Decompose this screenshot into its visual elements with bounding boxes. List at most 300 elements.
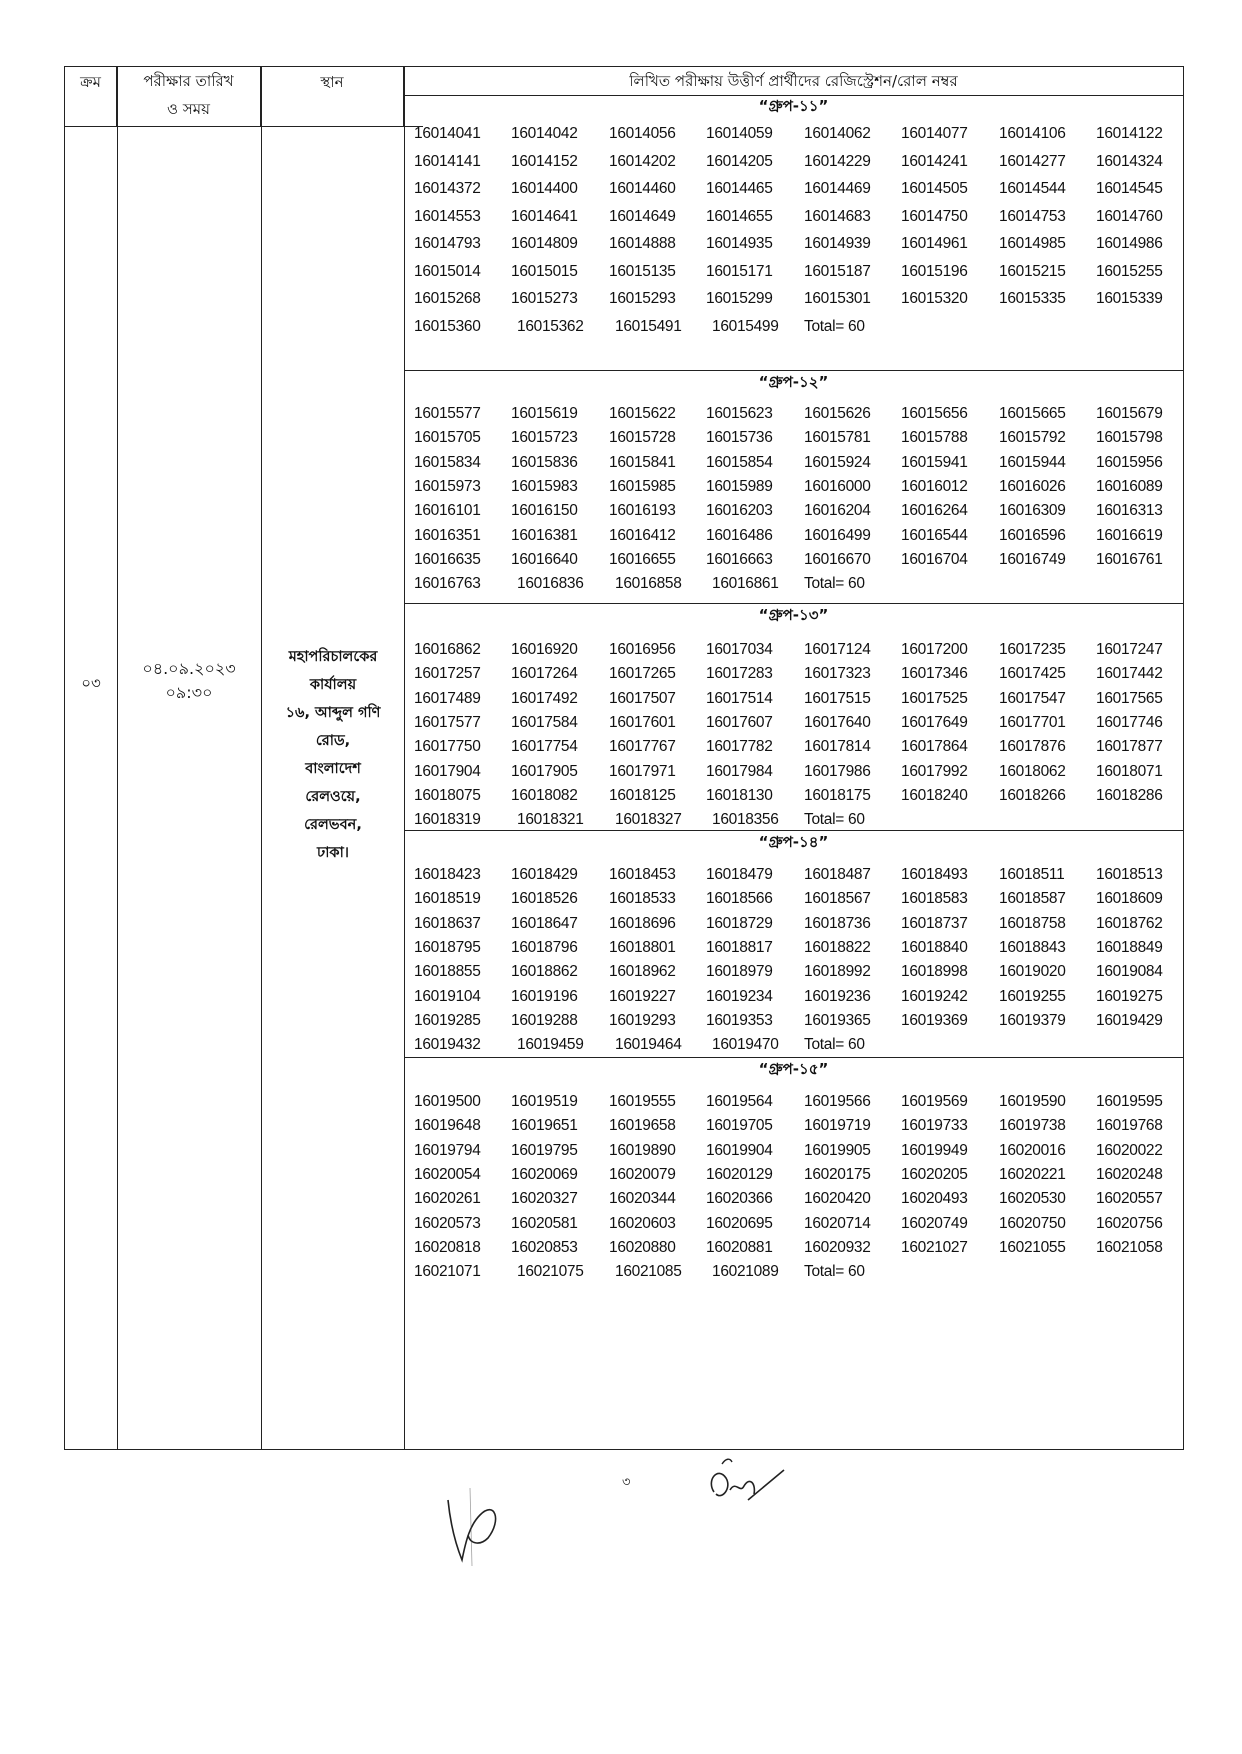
roll-number: 16017814 xyxy=(804,738,871,756)
roll-number: 16016640 xyxy=(511,550,578,568)
roll-number: 16017864 xyxy=(901,738,968,756)
roll-number: 16017492 xyxy=(511,689,578,707)
header-divider xyxy=(65,126,423,127)
roll-number: 16016264 xyxy=(901,502,968,520)
roll-number: 16014077 xyxy=(901,125,968,142)
roll-group xyxy=(404,603,1183,830)
roll-number: 16014229 xyxy=(804,152,871,170)
roll-number: 16017640 xyxy=(804,713,871,731)
venue-line: রোড, xyxy=(315,733,351,749)
group-title: “গ্রুপ-১৫” xyxy=(758,1060,829,1078)
roll-number: 16020853 xyxy=(511,1238,578,1256)
roll-number: 16016544 xyxy=(901,526,968,544)
roll-number: 16018796 xyxy=(511,938,578,956)
roll-number: 16019196 xyxy=(511,987,578,1005)
roll-number: 16018567 xyxy=(804,890,871,908)
roll-number: 16016381 xyxy=(511,526,578,544)
roll-number: 16018356 xyxy=(712,811,779,829)
roll-number: 16015491 xyxy=(615,317,682,335)
roll-number: 16020818 xyxy=(414,1238,481,1256)
roll-number: 16020714 xyxy=(804,1214,871,1232)
roll-number: 16018737 xyxy=(901,914,968,932)
roll-number: 16016412 xyxy=(609,526,676,544)
roll-number: 16014465 xyxy=(706,180,773,197)
roll-number: 16018696 xyxy=(609,914,676,932)
roll-number: 16016596 xyxy=(999,526,1066,544)
group-total: Total= 60 xyxy=(804,811,865,829)
roll-number: 16016704 xyxy=(901,550,968,568)
roll-number: 16015944 xyxy=(999,453,1066,471)
roll-number: 16016203 xyxy=(706,502,773,520)
group-total: Total= 60 xyxy=(804,317,865,335)
roll-number: 16017565 xyxy=(1096,689,1163,707)
roll-number: 16019242 xyxy=(901,987,968,1005)
roll-number: 16015983 xyxy=(511,477,578,495)
roll-number: 16020327 xyxy=(511,1190,578,1208)
roll-number: 16017425 xyxy=(999,665,1066,683)
roll-number: 16020129 xyxy=(706,1165,773,1183)
roll-number: 16018862 xyxy=(511,963,578,981)
roll-number: 16018840 xyxy=(901,938,968,956)
roll-number: 16019705 xyxy=(706,1117,773,1135)
group-title: “গ্রুপ-১৩” xyxy=(758,606,829,624)
roll-number: 16019379 xyxy=(999,1011,1066,1029)
roll-number: 16017247 xyxy=(1096,641,1163,658)
roll-number: 16017265 xyxy=(609,665,676,683)
roll-number: 16014793 xyxy=(414,235,481,252)
roll-number: 16015499 xyxy=(712,317,779,335)
roll-number: 16018736 xyxy=(804,914,871,932)
roll-number: 16019658 xyxy=(609,1117,676,1135)
roll-number: 16016858 xyxy=(615,575,682,593)
header-venue xyxy=(261,67,404,126)
roll-number: 16019768 xyxy=(1096,1117,1163,1135)
roll-number: 16014059 xyxy=(706,125,773,142)
roll-number: 16018130 xyxy=(706,786,773,804)
roll-number: 16020261 xyxy=(414,1190,481,1208)
roll-number: 16017607 xyxy=(706,713,773,731)
roll-number: 16016026 xyxy=(999,477,1066,495)
roll-number: 16014241 xyxy=(901,152,968,170)
roll-number: 16014202 xyxy=(609,152,676,170)
roll-number: 16015798 xyxy=(1096,429,1163,447)
roll-number: 16020079 xyxy=(609,1165,676,1183)
roll-number: 16015171 xyxy=(706,262,773,280)
roll-number: 16017547 xyxy=(999,689,1066,707)
roll-number: 16015301 xyxy=(804,290,871,307)
roll-number: 16018286 xyxy=(1096,786,1163,804)
roll-number: 16016635 xyxy=(414,550,481,568)
roll-number: 16014460 xyxy=(609,180,676,197)
roll-number: 16020221 xyxy=(999,1165,1066,1183)
roll-number: 16017905 xyxy=(511,762,578,780)
roll-number: 16014641 xyxy=(511,207,578,225)
roll-number: 16019464 xyxy=(615,1036,682,1054)
roll-number: 16015135 xyxy=(609,262,676,280)
roll-number: 16015836 xyxy=(511,453,578,471)
roll-number: 16019236 xyxy=(804,987,871,1005)
roll-number: 16018566 xyxy=(706,890,773,908)
roll-number: 16014655 xyxy=(706,207,773,225)
roll-number: 16015187 xyxy=(804,262,871,280)
roll-number: 16017877 xyxy=(1096,738,1163,756)
column-divider-1 xyxy=(117,67,118,1449)
row-date: ০৪.০৯.২০২৩ xyxy=(142,659,236,678)
roll-number: 16015956 xyxy=(1096,453,1163,471)
header-date-label: পরীক্ষার তারিখ xyxy=(143,72,234,90)
roll-number: 16014985 xyxy=(999,235,1066,252)
roll-number: 16019795 xyxy=(511,1141,578,1159)
venue-line: রেলভবন, xyxy=(304,817,362,833)
roll-number: 16019595 xyxy=(1096,1093,1163,1110)
roll-number: 16019555 xyxy=(609,1093,676,1110)
roll-number: 16019648 xyxy=(414,1117,481,1135)
roll-number: 16014935 xyxy=(706,235,773,252)
roll-number: 16019733 xyxy=(901,1117,968,1135)
roll-number: 16015985 xyxy=(609,477,676,495)
roll-number: 16015196 xyxy=(901,262,968,280)
roll-number: 16017507 xyxy=(609,689,676,707)
roll-number: 16014122 xyxy=(1096,125,1163,142)
roll-number: 16020581 xyxy=(511,1214,578,1232)
roll-number: 16020880 xyxy=(609,1238,676,1256)
roll-number: 16018175 xyxy=(804,786,871,804)
roll-number: 16018533 xyxy=(609,890,676,908)
roll-group xyxy=(404,1057,1183,1297)
roll-number: 16016499 xyxy=(804,526,871,544)
roll-number: 16016862 xyxy=(414,641,481,658)
roll-number: 16014760 xyxy=(1096,207,1163,225)
roll-number: 16015622 xyxy=(609,405,676,422)
roll-number: 16016619 xyxy=(1096,526,1163,544)
roll-number: 16019719 xyxy=(804,1117,871,1135)
roll-number: 16016089 xyxy=(1096,477,1163,495)
roll-number: 16016920 xyxy=(511,641,578,658)
result-table xyxy=(64,66,1184,1450)
roll-number: 16019020 xyxy=(999,963,1066,981)
roll-number: 16014277 xyxy=(999,152,1066,170)
roll-number: 16021075 xyxy=(517,1263,584,1281)
roll-number: 16019519 xyxy=(511,1093,578,1110)
roll-number: 16017489 xyxy=(414,689,481,707)
roll-number: 16018822 xyxy=(804,938,871,956)
roll-number: 16015273 xyxy=(511,290,578,307)
roll-number: 16015723 xyxy=(511,429,578,447)
roll-number: 16017442 xyxy=(1096,665,1163,683)
roll-number: 16015015 xyxy=(511,262,578,280)
roll-number: 16015619 xyxy=(511,405,578,422)
roll-number: 16018817 xyxy=(706,938,773,956)
roll-number: 16018327 xyxy=(615,811,682,829)
roll-number: 16014986 xyxy=(1096,235,1163,252)
roll-number: 16017346 xyxy=(901,665,968,683)
roll-number: 16016670 xyxy=(804,550,871,568)
roll-number: 16017525 xyxy=(901,689,968,707)
roll-number: 16020530 xyxy=(999,1190,1066,1208)
roll-number: 16018125 xyxy=(609,786,676,804)
roll-number: 16017971 xyxy=(609,762,676,780)
roll-number: 16017986 xyxy=(804,762,871,780)
roll-number: 16015792 xyxy=(999,429,1066,447)
roll-number: 16020881 xyxy=(706,1238,773,1256)
roll-number: 16014041 xyxy=(414,125,481,142)
roll-number: 16015299 xyxy=(706,290,773,307)
roll-number: 16015679 xyxy=(1096,405,1163,422)
roll-number: 16016655 xyxy=(609,550,676,568)
roll-number: 16016150 xyxy=(511,502,578,520)
roll-number: 16017701 xyxy=(999,713,1066,731)
roll-number: 16014062 xyxy=(804,125,871,142)
roll-number: 16014400 xyxy=(511,180,578,197)
roll-number: 16015665 xyxy=(999,405,1066,422)
roll-number: 16021085 xyxy=(615,1263,682,1281)
roll-number: 16020695 xyxy=(706,1214,773,1232)
roll-number: 16015626 xyxy=(804,405,871,422)
roll-number: 16016101 xyxy=(414,502,481,520)
roll-number: 16018979 xyxy=(706,963,773,981)
roll-number: 16016204 xyxy=(804,502,871,520)
roll-number: 16019459 xyxy=(517,1036,584,1054)
roll-number: 16015841 xyxy=(609,453,676,471)
roll-number: 16014753 xyxy=(999,207,1066,225)
roll-number: 16020756 xyxy=(1096,1214,1163,1232)
roll-number: 16014809 xyxy=(511,235,578,252)
roll-number: 16018795 xyxy=(414,938,481,956)
roll-number: 16018453 xyxy=(609,866,676,883)
roll-number: 16014469 xyxy=(804,180,871,197)
roll-number: 16017577 xyxy=(414,713,481,731)
roll-number: 16016861 xyxy=(712,575,779,593)
roll-number: 16019500 xyxy=(414,1093,481,1110)
roll-number: 16020022 xyxy=(1096,1141,1163,1159)
venue-line: মহাপরিচালকের xyxy=(288,649,378,665)
roll-number: 16015728 xyxy=(609,429,676,447)
roll-number: 16020420 xyxy=(804,1190,871,1208)
header-venue-label: স্থান xyxy=(320,73,344,91)
header-time-label: ও সময় xyxy=(167,100,210,118)
roll-number: 16017992 xyxy=(901,762,968,780)
roll-number: 16017283 xyxy=(706,665,773,683)
roll-number: 16017514 xyxy=(706,689,773,707)
roll-number: 16020750 xyxy=(999,1214,1066,1232)
roll-number: 16017782 xyxy=(706,738,773,756)
roll-number: 16020016 xyxy=(999,1141,1066,1159)
roll-number: 16021027 xyxy=(901,1238,968,1256)
column-divider-2 xyxy=(261,67,262,1449)
roll-number: 16018071 xyxy=(1096,762,1163,780)
roll-number: 16014152 xyxy=(511,152,578,170)
roll-number: 16018075 xyxy=(414,786,481,804)
roll-number: 16015360 xyxy=(414,317,481,335)
roll-number: 16019255 xyxy=(999,987,1066,1005)
roll-number: 16014372 xyxy=(414,180,481,197)
roll-number: 16017984 xyxy=(706,762,773,780)
roll-number: 16016763 xyxy=(414,575,481,593)
roll-number: 16020932 xyxy=(804,1238,871,1256)
roll-number: 16014056 xyxy=(609,125,676,142)
roll-number: 16017754 xyxy=(511,738,578,756)
roll-number: 16020573 xyxy=(414,1214,481,1232)
roll-number: 16017515 xyxy=(804,689,871,707)
roll-number: 16019470 xyxy=(712,1036,779,1054)
roll-number: 16019353 xyxy=(706,1011,773,1029)
roll-number: 16019234 xyxy=(706,987,773,1005)
roll-number: 16016309 xyxy=(999,502,1066,520)
roll-number: 16014505 xyxy=(901,180,968,197)
roll-number: 16018609 xyxy=(1096,890,1163,908)
roll-number: 16019285 xyxy=(414,1011,481,1029)
roll-number: 16014545 xyxy=(1096,180,1163,197)
roll-number: 16019104 xyxy=(414,987,481,1005)
roll-number: 16015320 xyxy=(901,290,968,307)
roll-number: 16016193 xyxy=(609,502,676,520)
roll-number: 16019365 xyxy=(804,1011,871,1029)
roll-number: 16014544 xyxy=(999,180,1066,197)
roll-number: 16015834 xyxy=(414,453,481,471)
roll-number: 16014141 xyxy=(414,152,481,170)
roll-number: 16017876 xyxy=(999,738,1066,756)
roll-number: 16015736 xyxy=(706,429,773,447)
roll-number: 16018855 xyxy=(414,963,481,981)
roll-number: 16015577 xyxy=(414,405,481,422)
roll-number: 16018429 xyxy=(511,866,578,883)
signature-2-icon xyxy=(700,1450,790,1520)
roll-number: 16014324 xyxy=(1096,152,1163,170)
roll-number: 16015854 xyxy=(706,453,773,471)
roll-number: 16015335 xyxy=(999,290,1066,307)
roll-number: 16021058 xyxy=(1096,1238,1163,1256)
row-date-time xyxy=(117,657,261,705)
venue-line: রেলওয়ে, xyxy=(305,789,361,805)
roll-number: 16015215 xyxy=(999,262,1066,280)
group-title: “গ্রুপ-১২” xyxy=(758,373,829,391)
roll-number: 16015268 xyxy=(414,290,481,307)
roll-number: 16020366 xyxy=(706,1190,773,1208)
venue-line: বাংলাদেশ xyxy=(305,761,361,777)
header-rolls: লিখিত পরীক্ষায় উত্তীর্ণ প্রার্থীদের রেজিস্ট্রেশন/রোল নম্বর xyxy=(404,67,1183,96)
roll-number: 16015293 xyxy=(609,290,676,307)
roll-number: 16019590 xyxy=(999,1093,1066,1110)
roll-number: 16019275 xyxy=(1096,987,1163,1005)
roll-number: 16021071 xyxy=(414,1263,481,1281)
roll-number: 16016000 xyxy=(804,477,871,495)
roll-number: 16018758 xyxy=(999,914,1066,932)
header-date-time xyxy=(117,67,261,126)
roll-number: 16017904 xyxy=(414,762,481,780)
roll-number: 16015788 xyxy=(901,429,968,447)
roll-number: 16018511 xyxy=(999,866,1065,883)
roll-number: 16018762 xyxy=(1096,914,1163,932)
roll-number: 16016351 xyxy=(414,526,481,544)
roll-number: 16016761 xyxy=(1096,550,1163,568)
roll-number: 16015339 xyxy=(1096,290,1163,307)
roll-number: 16020248 xyxy=(1096,1165,1163,1183)
roll-number: 16018583 xyxy=(901,890,968,908)
venue-line: কার্যালয় xyxy=(309,677,357,693)
roll-number: 16020603 xyxy=(609,1214,676,1232)
roll-number: 16016313 xyxy=(1096,502,1163,520)
group-total: Total= 60 xyxy=(804,575,865,593)
roll-number: 16014649 xyxy=(609,207,676,225)
roll-number: 16018637 xyxy=(414,914,481,932)
roll-number: 16014750 xyxy=(901,207,968,225)
roll-number: 16019904 xyxy=(706,1141,773,1159)
roll-number: 16020205 xyxy=(901,1165,968,1183)
roll-group xyxy=(404,95,1183,370)
roll-number: 16016749 xyxy=(999,550,1066,568)
roll-number: 16014939 xyxy=(804,235,871,252)
roll-number: 16017767 xyxy=(609,738,676,756)
roll-group xyxy=(404,370,1183,603)
header-serial xyxy=(65,67,117,126)
roll-number: 16019227 xyxy=(609,987,676,1005)
group-title: “গ্রুপ-১১” xyxy=(758,97,829,115)
roll-number: 16020749 xyxy=(901,1214,968,1232)
roll-number: 16017257 xyxy=(414,665,481,683)
roll-number: 16017200 xyxy=(901,641,968,658)
roll-number: 16019794 xyxy=(414,1141,481,1159)
roll-number: 16019369 xyxy=(901,1011,968,1029)
roll-number: 16019905 xyxy=(804,1141,871,1159)
roll-number: 16019432 xyxy=(414,1036,481,1054)
roll-number: 16015014 xyxy=(414,262,481,280)
roll-number: 16017750 xyxy=(414,738,481,756)
roll-number: 16015656 xyxy=(901,405,968,422)
roll-number: 16018479 xyxy=(706,866,773,883)
roll-number: 16018321 xyxy=(517,811,584,829)
roll-number: 16017746 xyxy=(1096,713,1163,731)
roll-number: 16020054 xyxy=(414,1165,481,1183)
roll-number: 16016663 xyxy=(706,550,773,568)
roll-number: 16018513 xyxy=(1096,866,1163,883)
roll-number: 16017584 xyxy=(511,713,578,731)
roll-number: 16019738 xyxy=(999,1117,1066,1135)
roll-number: 16016836 xyxy=(517,575,584,593)
roll-number: 16017649 xyxy=(901,713,968,731)
roll-number: 16015989 xyxy=(706,477,773,495)
roll-number: 16018423 xyxy=(414,866,481,883)
group-total: Total= 60 xyxy=(804,1036,865,1054)
roll-number: 16014553 xyxy=(414,207,481,225)
roll-number: 16014888 xyxy=(609,235,676,252)
group-total: Total= 60 xyxy=(804,1263,865,1281)
venue-line: ১৬, আব্দুল গণি xyxy=(285,705,381,721)
roll-number: 16018849 xyxy=(1096,938,1163,956)
roll-number: 16016486 xyxy=(706,526,773,544)
roll-number: 16018493 xyxy=(901,866,968,883)
roll-number: 16015924 xyxy=(804,453,871,471)
roll-number: 16019429 xyxy=(1096,1011,1163,1029)
roll-number: 16014683 xyxy=(804,207,871,225)
roll-number: 16018082 xyxy=(511,786,578,804)
roll-number: 16020175 xyxy=(804,1165,871,1183)
roll-number: 16014042 xyxy=(511,125,578,142)
roll-group xyxy=(404,830,1183,1057)
roll-number: 16018992 xyxy=(804,963,871,981)
roll-number: 16021055 xyxy=(999,1238,1066,1256)
roll-number: 16014106 xyxy=(999,125,1066,142)
roll-number: 16018843 xyxy=(999,938,1066,956)
roll-number: 16019890 xyxy=(609,1141,676,1159)
row-time: ০৯:৩০ xyxy=(165,683,213,702)
roll-number: 16018998 xyxy=(901,963,968,981)
roll-number: 16019288 xyxy=(511,1011,578,1029)
row-venue xyxy=(265,643,401,867)
page-number: ৩ xyxy=(622,1475,631,1490)
roll-number: 16019651 xyxy=(511,1117,578,1135)
roll-number: 16020557 xyxy=(1096,1190,1163,1208)
roll-number: 16015255 xyxy=(1096,262,1163,280)
